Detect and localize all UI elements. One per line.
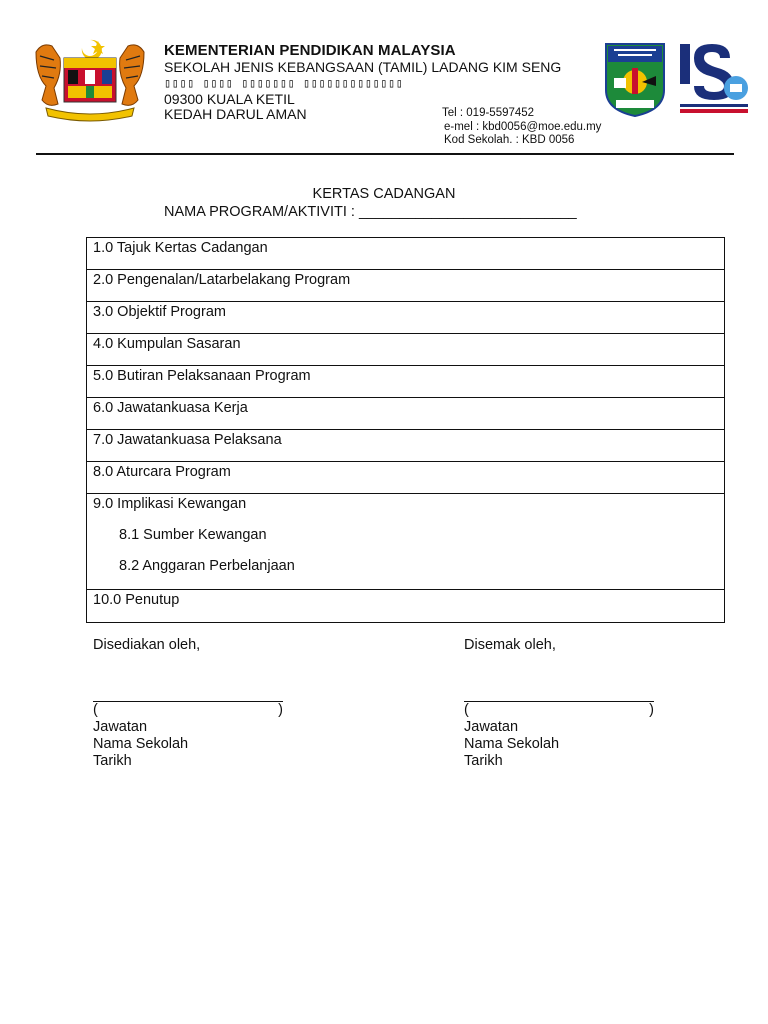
- document-title: KERTAS CADANGAN: [312, 186, 456, 202]
- outline-row: [87, 302, 724, 334]
- close-paren: ): [278, 702, 283, 718]
- outline-row: [87, 270, 724, 302]
- proposal-outline-table: [86, 237, 725, 623]
- outline-row: [87, 494, 724, 590]
- outline-label: 7.0 Jawatankuasa Pelaksana: [93, 432, 282, 448]
- name-parentheses: [93, 702, 283, 719]
- open-paren: (: [464, 702, 469, 718]
- school-name: SEKOLAH JENIS KEBANGSAAN (TAMIL) LADANG KIM SENG: [164, 59, 562, 75]
- outline-sub-item: 8.2 Anggaran Perbelanjaan: [119, 558, 295, 574]
- program-name-field: NAMA PROGRAM/AKTIVITI : ___________________________: [164, 204, 577, 220]
- signature-date: Tarikh: [93, 753, 132, 769]
- ts25-logo-icon: [678, 40, 750, 116]
- header-divider: [36, 153, 734, 155]
- school-badge-icon: [604, 42, 666, 118]
- outline-row: [87, 462, 724, 494]
- outline-label: 6.0 Jawatankuasa Kerja: [93, 400, 248, 416]
- name-parentheses: [464, 702, 654, 719]
- signature-position: Jawatan: [464, 719, 519, 735]
- outline-label: 2.0 Pengenalan/Latarbelakang Program: [93, 272, 351, 288]
- ministry-name: KEMENTERIAN PENDIDIKAN MALAYSIA: [164, 42, 456, 59]
- jata-negara-crest-icon: [32, 38, 148, 122]
- signature-heading: Disediakan oleh,: [93, 637, 201, 653]
- outline-row: [87, 334, 724, 366]
- telephone: Tel : 019-5597452: [442, 107, 535, 119]
- outline-label: 4.0 Kumpulan Sasaran: [93, 336, 241, 352]
- address-line-2: KEDAH DARUL AMAN: [164, 106, 307, 122]
- outline-label: 10.0 Penutup: [93, 592, 180, 608]
- signature-heading: Disemak oleh,: [464, 637, 556, 653]
- signature-checked-by: [464, 637, 654, 770]
- outline-label: 1.0 Tajuk Kertas Cadangan: [93, 240, 268, 256]
- signature-date: Tarikh: [464, 753, 503, 769]
- outline-row: [87, 430, 724, 462]
- outline-row: [87, 238, 724, 270]
- close-paren: ): [649, 702, 654, 718]
- address-line-1: 09300 KUALA KETIL: [164, 91, 295, 107]
- outline-sub-item: 8.1 Sumber Kewangan: [119, 527, 267, 543]
- outline-row: [87, 366, 724, 398]
- outline-label: 9.0 Implikasi Kewangan: [93, 496, 247, 512]
- outline-label: 3.0 Objektif Program: [93, 304, 226, 320]
- email: e-mel : kbd0056@moe.edu.my: [444, 121, 602, 133]
- signature-school: Nama Sekolah: [464, 736, 560, 752]
- school-name-tamil: ▯▯▯▯ ▯▯▯▯ ▯▯▯▯▯▯▯ ▯▯▯▯▯▯▯▯▯▯▯▯▯: [164, 76, 404, 90]
- outline-row: [87, 590, 724, 622]
- outline-label: 8.0 Aturcara Program: [93, 464, 231, 480]
- open-paren: (: [93, 702, 98, 718]
- school-code: Kod Sekolah. : KBD 0056: [444, 134, 575, 146]
- outline-label: 5.0 Butiran Pelaksanaan Program: [93, 368, 311, 384]
- signature-prepared-by: [93, 637, 283, 770]
- signature-position: Jawatan: [93, 719, 148, 735]
- outline-row: [87, 398, 724, 430]
- signature-school: Nama Sekolah: [93, 736, 189, 752]
